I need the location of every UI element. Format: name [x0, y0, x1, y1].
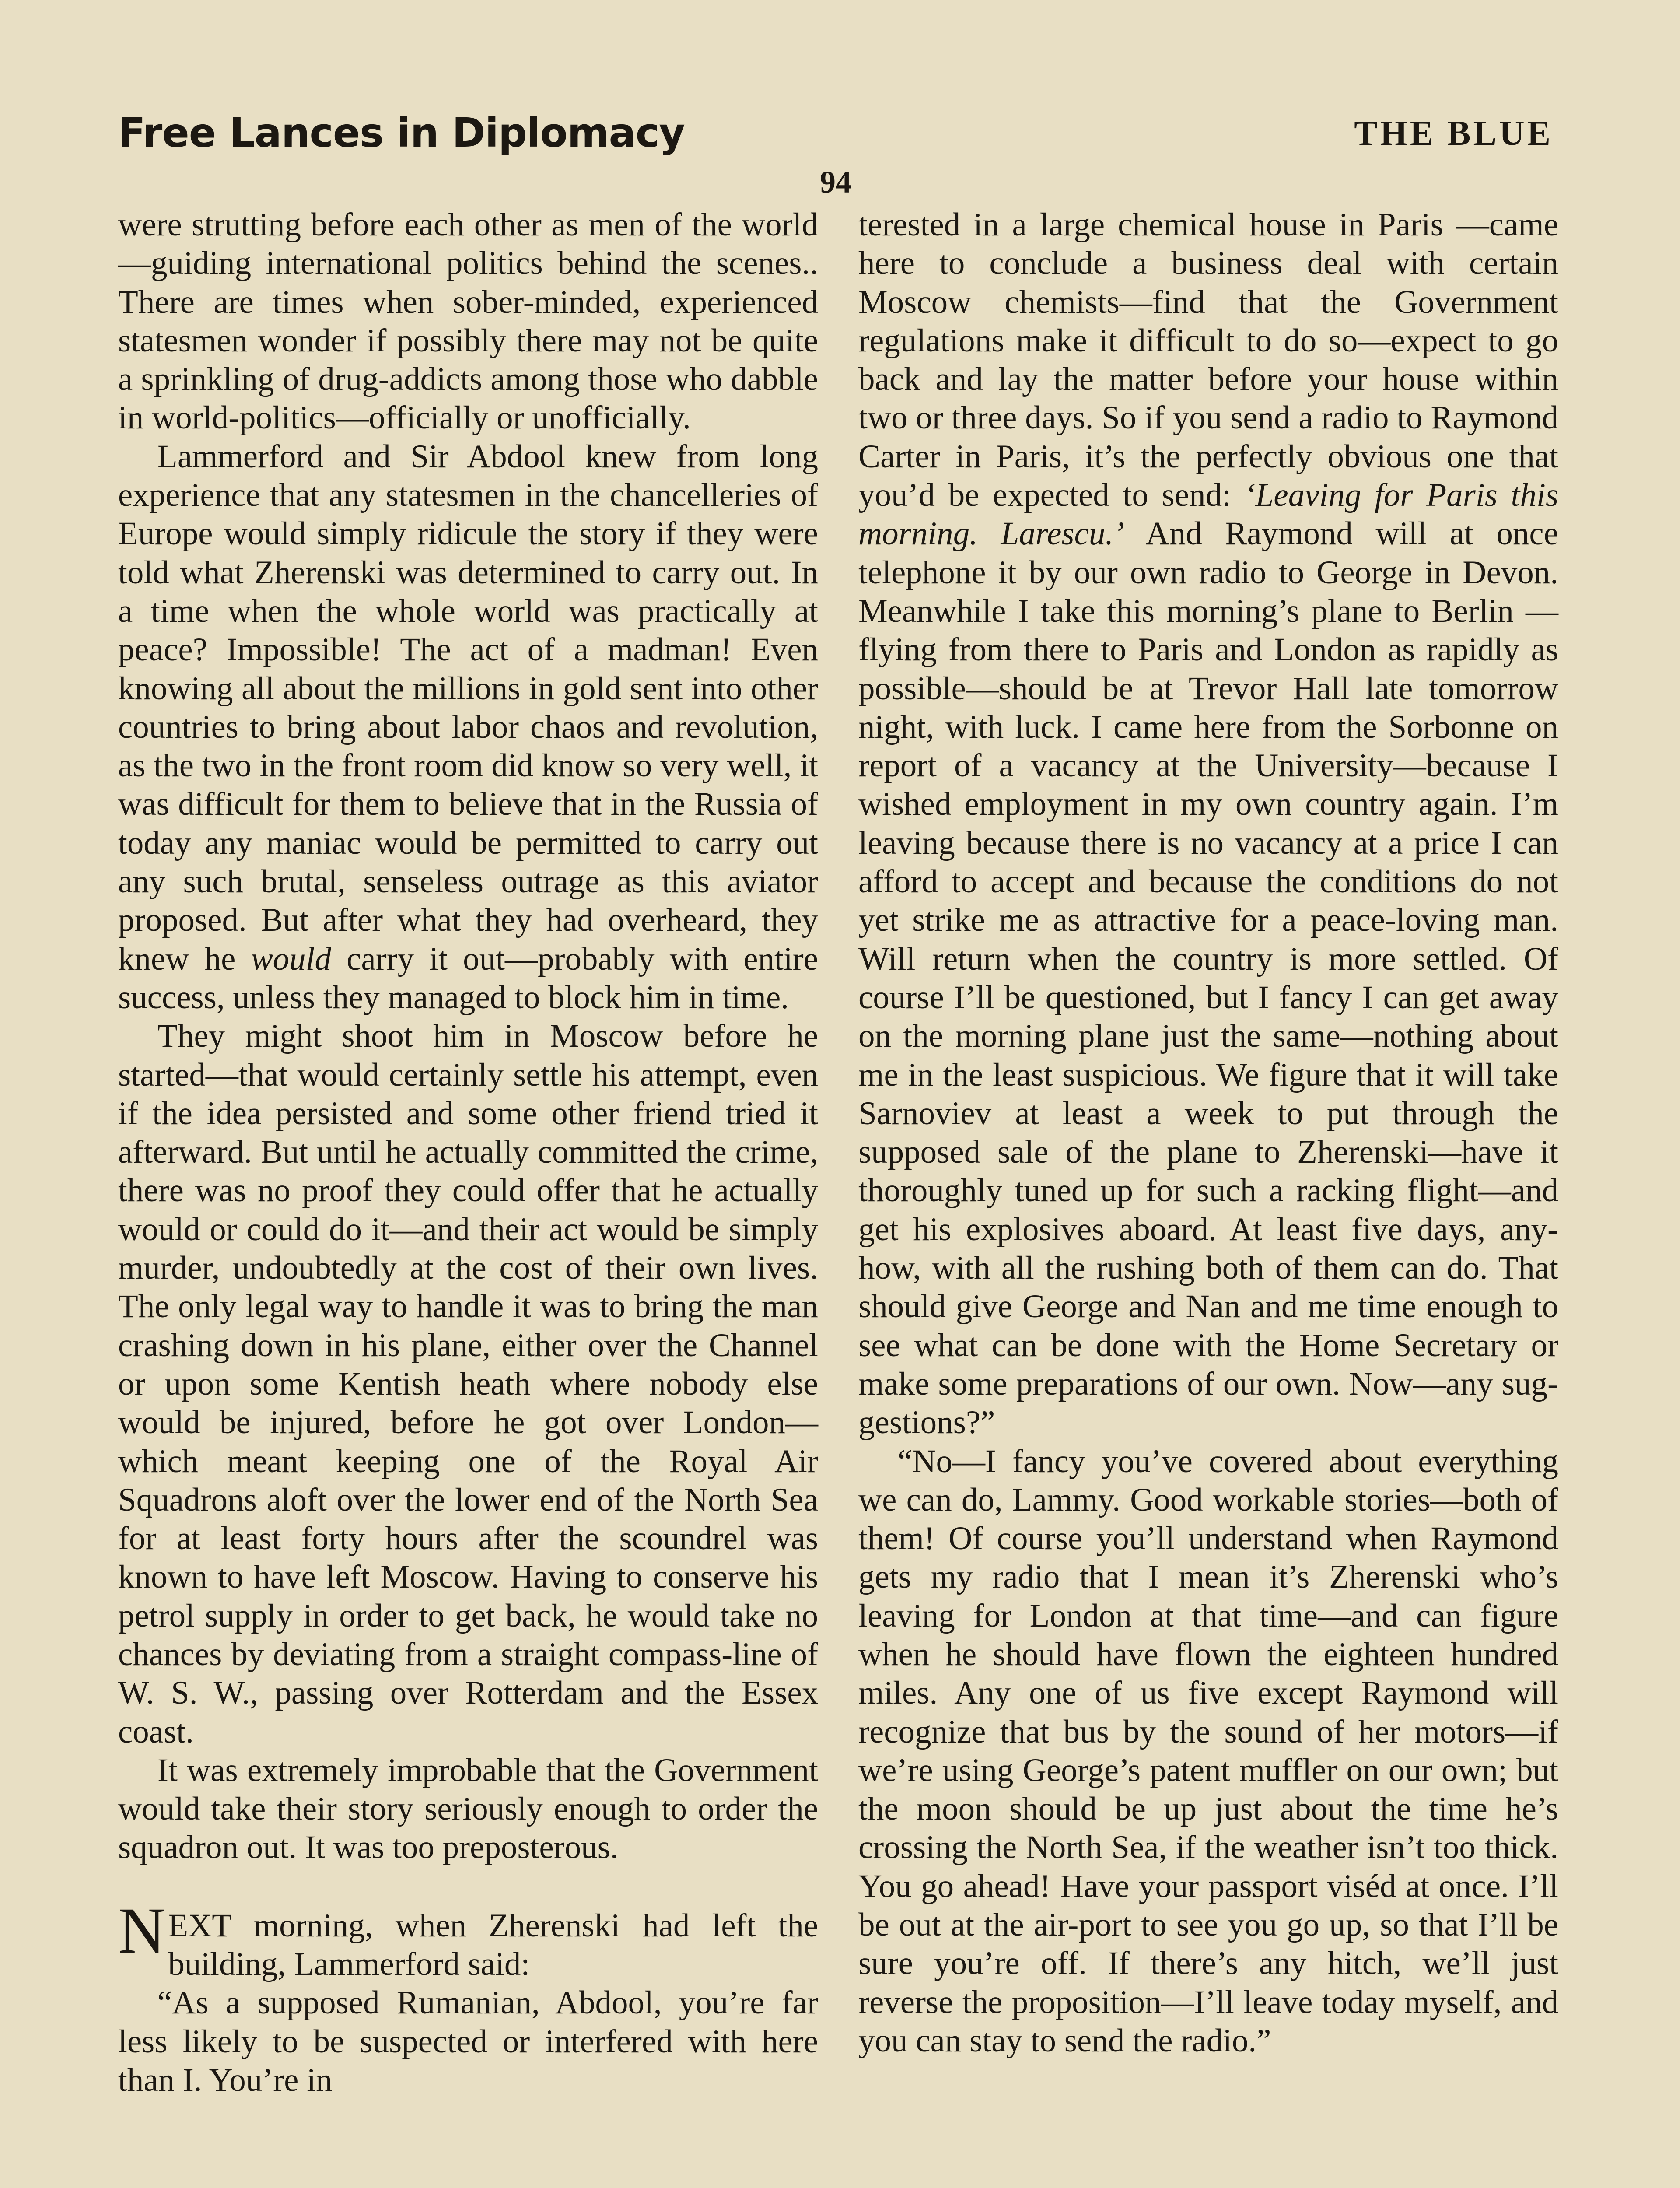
right-column — [858, 206, 1558, 2060]
emphasis-text: ‘Leaving for Paris this morning. Larescu.’ — [858, 477, 1559, 552]
story-title: Free Lances in Diplomacy — [118, 109, 685, 156]
paragraph — [858, 206, 1558, 1442]
drop-cap: N — [118, 1894, 166, 1967]
magazine-name: THE BLUE — [1354, 114, 1553, 153]
text-run: And Raymond will at once telephone it by our own radio to George in Devon. Meanwhile I take this morning’s plane to Berlin —flying from there to Paris and London as rapidly as possible—should be at Trevor Hall late tomorrow night, with luck. I came here from the Sorbonne on report of a vacancy at the University—because I wished employment in my own country again. I’m leaving because there is no vacancy at a price I can afford to accept and because the conditions do not yet strike me as attractive for a peace-loving man. Will return when the country is more settled. Of course I’ll be questioned, but I fancy I can get away on the morning plane just the same—nothing about me in the least suspicious. We figure that it will take Sarnoviev at least a week to put through the supposed sale of the plane to Zherenski—have it thoroughly tuned up for such a racking flight—and get his explosives aboard. At least five days, anyhow, with all the rushing both of them can do. That should give George and Nan and me time enough to see what can be done with the Home Secretary or make some preparations of our own. Now—any suggestions?” — [858, 515, 1558, 1441]
paragraph: “As a supposed Rumanian, Abdool, you’re far less likely to be suspected or interfered with here than I. You’re in — [118, 1985, 818, 2098]
paragraph: were strutting before each other as men of the world—guiding international politics behind the scenes.. There are times when sober-minded, experienced statesmen wonder if possibly there may not be quite a sprinkling of drug-addicts among those who dabble in world-politics—officially or unofficially. — [118, 207, 818, 436]
paragraph: It was extremely improbable that the Government would take their story seriously enough to order the squadron out. It was too preposterous. — [118, 1752, 818, 1866]
text-run: EXT morning, when Zherenski had left the building, Lammerford said: — [168, 1907, 818, 1983]
emphasis-text: would — [251, 940, 331, 977]
text-run: terested in a large chemical house in Paris —came here to conclude a business deal with certain Moscow chemists—find that the Government regulations make it difficult to do so—expect to go back and lay the matter before your house within two or three days. So if you send a radio to Raymond Carter in Paris, it’s the perfectly obvious one that you’d be expected to send: — [858, 207, 1558, 514]
page-number: 94 — [820, 165, 851, 200]
left-column — [118, 206, 818, 2100]
paragraph — [118, 438, 818, 1017]
text-run: carry it out—probably with entire success, unless they managed to block him in time. — [118, 940, 818, 1016]
paragraph: “No—I fancy you’ve covered about everything we can do, Lammy. Good workable stories—both of them! Of course you’ll understand when Raymond gets my radio that I mean it’s Zherenski who’s leaving for London at that time—and can figure when he should have flown the eighteen hundred miles. Any one of us five except Raymond will recognize that bus by the sound of her motors—if we’re using George’s patent muffler on our own; but the moon should be up just about the time he’s crossing the North Sea, if the weather isn’t too thick. You go ahead! Have your passport viséd at once. I’ll be out at the air-port to see you go up, so that I’ll be sure you’re off. If there’s any hitch, we’ll just reverse the proposition—I’ll leave today myself, and you can stay to send the radio.” — [858, 1443, 1558, 2059]
paragraph: They might shoot him in Moscow before he started—that would certainly settle his attempt, even if the idea persisted and some other friend tried it afterward. But until he actually committed the crime, there was no proof they could offer that he actually would or could do it—and their act would be simply murder, undoubtedly at the cost of their own lives. The only legal way to handle it was to bring the man crashing down in his plane, either over the Channel or upon some Kentish heath where nobody else would be injured, before he got over London—which meant keeping one of the Royal Air Squadrons aloft over the lower end of the North Sea for at least forty hours after the scoundrel was known to have left Moscow. Having to conserve his petrol supply in order to get back, he would take no chances by deviating from a straight compass-line of W. S. W., passing over Rotterdam and the Essex coast. — [118, 1018, 818, 1750]
section-opening-paragraph — [118, 1894, 818, 1984]
text-run: Lammerford and Sir Abdool knew from long experience that any statesmen in the chancelleries of Europe would simply ridicule the story if they were told what Zherenski was determined to carry out. In a time when the whole world was practically at peace? Impossible! The act of a madman! Even knowing all about the millions in gold sent into other countries to bring about labor chaos and revolution, as the two in the front room did know so very well, it was difficult for them to believe that in the Russia of today any maniac would be permitted to carry out any such brutal, senseless outrage as this aviator proposed. But after what they had overheard, they knew he — [118, 438, 818, 977]
